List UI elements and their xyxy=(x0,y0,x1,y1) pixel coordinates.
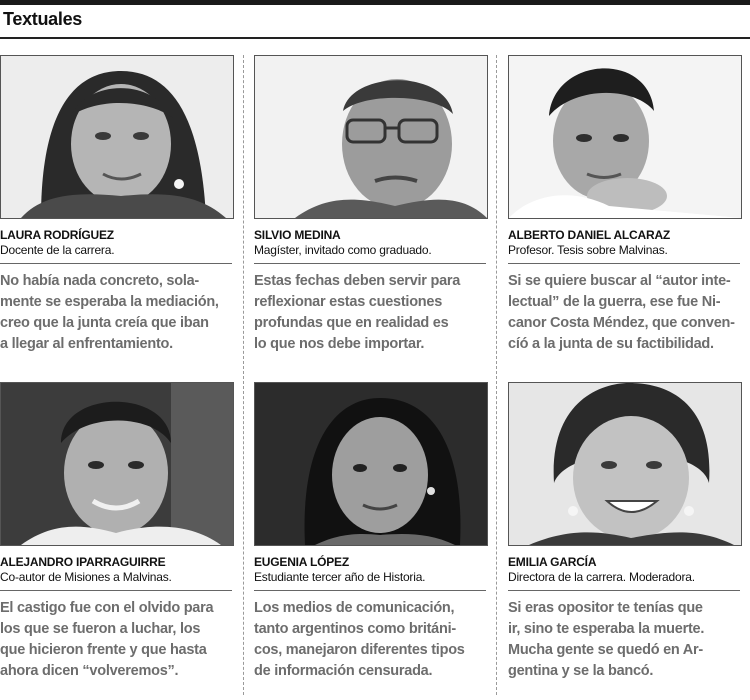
portrait-photo xyxy=(0,382,234,546)
person-name: LAURA RODRÍGUEZ xyxy=(0,228,114,242)
person-role: Estudiante tercer año de Historia. xyxy=(254,570,426,584)
quote-divider xyxy=(254,263,486,264)
person-name: EMILIA GARCÍA xyxy=(508,555,597,569)
section-title: Textuales xyxy=(3,9,83,29)
person-role: Docente de la carrera. xyxy=(0,243,115,257)
portrait-photo xyxy=(0,55,234,219)
person-name: ALEJANDRO IPARRAGUIRRE xyxy=(0,555,166,569)
portrait-photo xyxy=(254,55,488,219)
top-bar xyxy=(0,0,750,5)
person-name: EUGENIA LÓPEZ xyxy=(254,555,349,569)
portrait-photo xyxy=(508,55,742,219)
person-name: ALBERTO DANIEL ALCARAZ xyxy=(508,228,671,242)
quote-divider xyxy=(508,590,740,591)
quote-text: Los medios de comunicación, tanto argentinos como británi- cos, manejaron diferentes tipos de información censurada. xyxy=(254,600,465,679)
title-rule xyxy=(0,37,750,39)
quote-text: El castigo fue con el olvido para los que se fueron a luchar, los que hicieron frente y que hasta ahora dicen “volveremos”. xyxy=(0,600,214,679)
portrait-photo xyxy=(508,382,742,546)
person-role: Magíster, invitado como graduado. xyxy=(254,243,432,257)
quote-text: No había nada concreto, sola- mente se esperaba la mediación, creo que la junta creía que iban a llegar al enfrentamiento. xyxy=(0,273,219,352)
quote-divider xyxy=(254,590,486,591)
quote-divider xyxy=(0,263,232,264)
person-name: SILVIO MEDINA xyxy=(254,228,341,242)
quote-divider xyxy=(0,590,232,591)
quote-text: Estas fechas deben servir para reflexionar estas cuestiones profundas que en realidad es lo que nos debe importar. xyxy=(254,273,461,352)
quote-divider xyxy=(508,263,740,264)
person-role: Profesor. Tesis sobre Malvinas. xyxy=(508,243,668,257)
column-divider xyxy=(243,55,244,695)
quote-text: Si eras opositor te tenías que ir, sino te esperaba la muerte. Mucha gente se quedó en Ar- gentina y se la bancó. xyxy=(508,600,705,679)
portrait-photo xyxy=(254,382,488,546)
person-role: Co-autor de Misiones a Malvinas. xyxy=(0,570,172,584)
person-role: Directora de la carrera. Moderadora. xyxy=(508,570,695,584)
quote-text: Si se quiere buscar al “autor inte- lectual” de la guerra, ese fue Ni- canor Costa Méndez, que conven- cíó a la junta de su factibilidad. xyxy=(508,273,735,352)
column-divider xyxy=(496,55,497,695)
